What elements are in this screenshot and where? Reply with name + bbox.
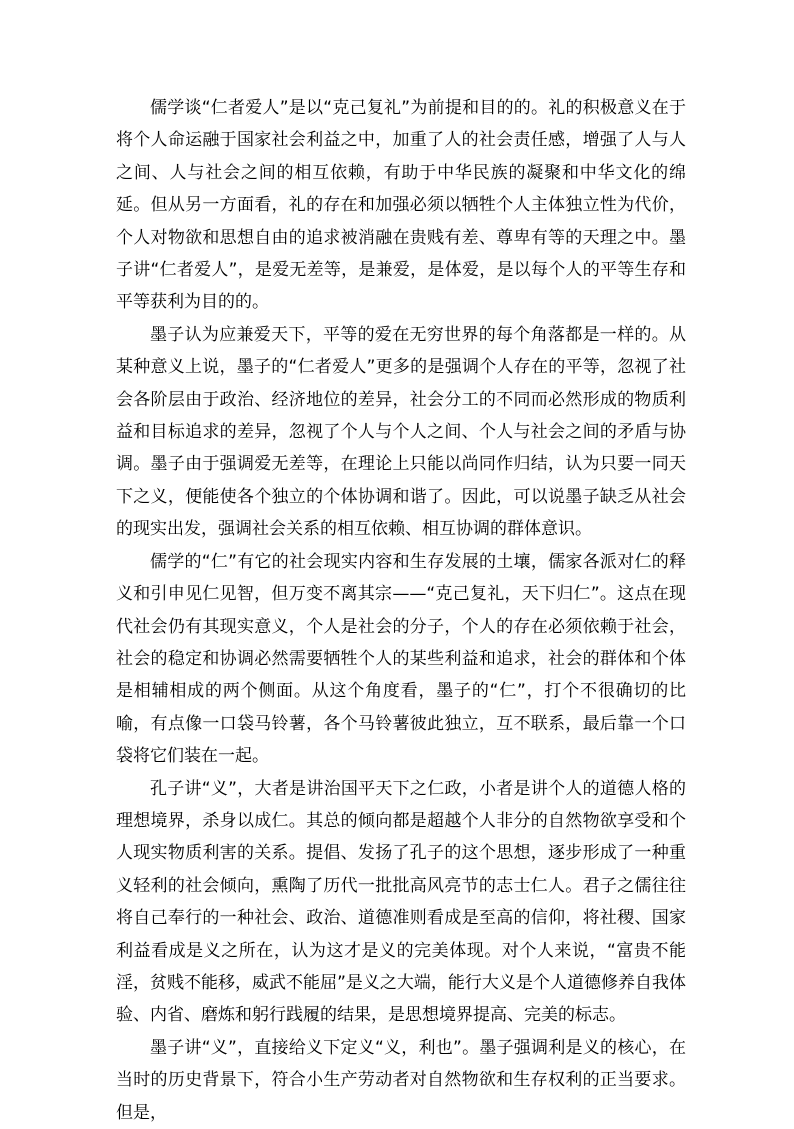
document-body [116,92,686,1129]
paragraph-4: 孔子讲“义”，大者是讲治国平天下之仁政，小者是讲个人的道德人格的理想境界，杀身以成仁。其总的倾向都是超越个人非分的自然物欲享受和个人现实物质利害的关系。提倡、发扬了孔子的这个思想，逐步形成了一种重义轻利的社会倾向，熏陶了历代一批批高风亮节的志士仁人。君子之儒往往将自己奉行的一种社会、政治、道德准则看成是至高的信仰，将社稷、国家利益看成是义之所在，认为这才是义的完美体现。对个人来说，“富贵不能淫，贫贱不能移，威武不能屈”是义之大端，能行大义是个人道德修养自我体验、内省、磨炼和躬行践履的结果，是思想境界提高、完美的标志。 [116,778,686,1026]
paragraph-2: 墨子认为应兼爱天下，平等的爱在无穷世界的每个角落都是一样的。从某种意义上说，墨子的“仁者爱人”更多的是强调个人存在的平等，忽视了社会各阶层由于政治、经济地位的差异，社会分工的不同而必然形成的物质利益和目标追求的差异，忽视了个人与个人之间、个人与社会之间的矛盾与协调。墨子由于强调爱无差等，在理论上只能以尚同作归结，认为只要一同天下之义，便能使各个独立的个体协调和谐了。因此，可以说墨子缺乏从社会的现实出发，强调社会关系的相互依赖、相互协调的群体意识。 [116,324,686,540]
paragraph-5: 墨子讲“义”，直接给义下定义“义，利也”。墨子强调利是义的核心，在当时的历史背景下，符合小生产劳动者对自然物欲和生存权利的正当要求。但是， [116,1037,686,1123]
paragraph-3: 儒学的“仁”有它的社会现实内容和生存发展的土壤，儒家各派对仁的释义和引申见仁见智，但万变不离其宗——“克己复礼，天下归仁”。这点在现代社会仍有其现实意义，个人是社会的分子，个人的存在必须依赖于社会，社会的稳定和协调必然需要牺牲个人的某些利益和追求，社会的群体和个体是相辅相成的两个侧面。从这个角度看，墨子的“仁”，打个不很确切的比喻，有点像一口袋马铃薯，各个马铃薯彼此独立，互不联系，最后靠一个口袋将它们装在一起。 [116,551,686,767]
paragraph-1: 儒学谈“仁者爱人”是以“克己复礼”为前提和目的的。礼的积极意义在于将个人命运融于国家社会利益之中，加重了人的社会责任感，增强了人与人之间、人与社会之间的相互依赖，有助于中华民族的凝聚和中华文化的绵延。但从另一方面看，礼的存在和加强必须以牺牲个人主体独立性为代价，个人对物欲和思想自由的追求被消融在贵贱有差、尊卑有等的天理之中。墨子讲“仁者爱人”，是爱无差等，是兼爱，是体爱，是以每个人的平等生存和平等获利为目的的。 [116,98,686,313]
